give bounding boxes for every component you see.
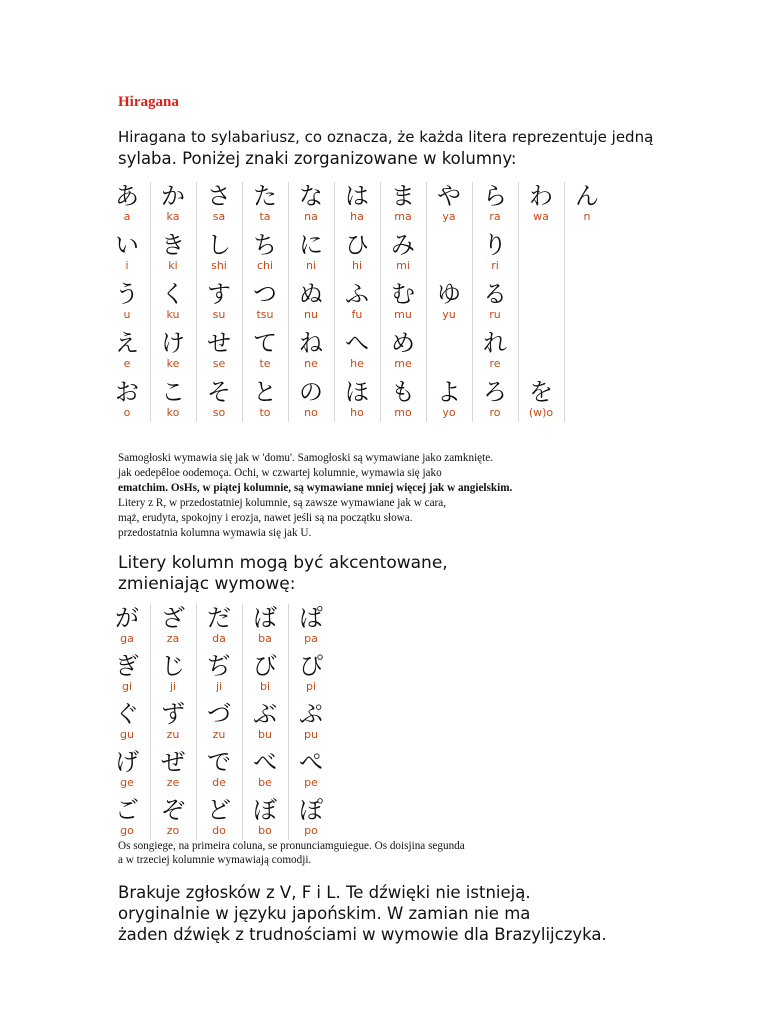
kana-character: が xyxy=(115,604,139,632)
kana-column xyxy=(288,604,334,840)
romaji-label: ra xyxy=(489,210,501,223)
romaji-label: (w)o xyxy=(528,406,554,419)
kana-cell xyxy=(242,182,288,224)
kana-character: そ xyxy=(207,378,231,406)
intro-line-2: sylaba. Poniżej znaki zorganizowane w kolumny: xyxy=(118,149,517,168)
romaji-label: ne xyxy=(304,357,318,370)
kana-character: べ xyxy=(253,748,277,776)
kana-character: き xyxy=(161,231,185,259)
kana-cell xyxy=(288,748,334,790)
kana-character: し xyxy=(207,231,231,259)
kana-cell xyxy=(104,329,150,371)
kana-character: ひ xyxy=(345,231,369,259)
romaji-label: mo xyxy=(394,406,412,419)
kana-cell xyxy=(472,182,518,224)
kana-column xyxy=(380,182,427,422)
hiragana-table xyxy=(104,182,610,422)
romaji-label: ma xyxy=(394,210,412,223)
romaji-label: ji xyxy=(215,680,223,693)
romaji-label: po xyxy=(304,824,318,837)
dakuten-notes xyxy=(118,839,465,867)
kana-character: ち xyxy=(253,231,277,259)
kana-column xyxy=(196,182,243,422)
kana-character: ほ xyxy=(345,378,369,406)
kana-cell xyxy=(426,280,472,322)
kana-cell xyxy=(150,652,196,694)
romaji-label: sa xyxy=(212,210,226,223)
romaji-label: o xyxy=(123,406,131,419)
intro-line-1: Hiragana to sylabariusz, co oznacza, że każda litera reprezentuje jedną xyxy=(118,128,654,146)
dakuten-notes-line-1: Os songiege, na primeira coluna, se pronunciamguiegue. Os doisjina segunda xyxy=(118,840,465,852)
kana-character: り xyxy=(483,231,507,259)
kana-cell xyxy=(288,652,334,694)
romaji-label: n xyxy=(583,210,591,223)
kana-cell xyxy=(196,280,242,322)
kana-character: で xyxy=(207,748,231,776)
kana-character: ぬ xyxy=(299,280,323,308)
romaji-label: so xyxy=(212,406,226,419)
kana-cell xyxy=(104,231,150,273)
kana-column xyxy=(518,182,565,422)
kana-cell xyxy=(288,604,334,646)
kana-cell xyxy=(518,182,564,224)
kana-character: へ xyxy=(345,329,369,357)
kana-cell xyxy=(334,329,380,371)
kana-cell xyxy=(104,652,150,694)
intro-paragraph xyxy=(118,127,718,171)
kana-cell xyxy=(380,378,426,420)
kana-character: ぎ xyxy=(115,652,139,680)
romaji-label: a xyxy=(123,210,131,223)
kana-column xyxy=(150,182,197,422)
kana-character: ま xyxy=(391,182,415,210)
kana-cell xyxy=(150,231,196,273)
romaji-label: te xyxy=(259,357,271,370)
romaji-label: mu xyxy=(394,308,412,321)
romaji-label: do xyxy=(212,824,226,837)
page-title: Hiragana xyxy=(118,94,179,110)
romaji-label: he xyxy=(350,357,364,370)
romaji-label: ko xyxy=(166,406,180,419)
kana-character: と xyxy=(253,378,277,406)
kana-character: よ xyxy=(437,378,461,406)
closing-line-3: żaden dźwięk z trudnościami w wymowie dla Brazylijczyka. xyxy=(118,925,607,944)
kana-column xyxy=(104,182,151,422)
romaji-label: se xyxy=(212,357,226,370)
kana-character: ぷ xyxy=(299,700,323,728)
kana-cell xyxy=(242,748,288,790)
romaji-label: ru xyxy=(489,308,501,321)
kana-cell xyxy=(472,378,518,420)
romaji-label: pu xyxy=(304,728,318,741)
kana-cell xyxy=(104,700,150,742)
kana-character: つ xyxy=(253,280,277,308)
kana-cell xyxy=(150,280,196,322)
kana-cell xyxy=(334,378,380,420)
kana-character: も xyxy=(391,378,415,406)
kana-character: む xyxy=(391,280,415,308)
romaji-label: to xyxy=(259,406,271,419)
kana-cell xyxy=(242,652,288,694)
accent-heading-line-2: zmieniając wymowę: xyxy=(118,574,296,594)
romaji-label: bu xyxy=(258,728,272,741)
kana-column xyxy=(242,182,289,422)
kana-cell xyxy=(288,280,334,322)
romaji-label: shi xyxy=(211,259,227,272)
kana-character: ず xyxy=(161,700,185,728)
romaji-label: chi xyxy=(256,259,274,272)
romaji-label: da xyxy=(212,632,226,645)
kana-column xyxy=(242,604,289,840)
kana-cell xyxy=(104,280,150,322)
kana-cell xyxy=(288,796,334,838)
kana-character: か xyxy=(161,182,185,210)
kana-cell xyxy=(426,378,472,420)
kana-cell xyxy=(150,700,196,742)
romaji-label: ho xyxy=(350,406,364,419)
kana-character: ゆ xyxy=(437,280,461,308)
note-line: mąż, erudyta, spokojny i erozja, nawet jeśli są na początku słowa. xyxy=(118,512,413,524)
kana-cell xyxy=(380,231,426,273)
romaji-label: hi xyxy=(351,259,363,272)
kana-character: じ xyxy=(161,652,185,680)
kana-character: さ xyxy=(207,182,231,210)
kana-character: ぺ xyxy=(299,748,323,776)
kana-character: え xyxy=(115,329,139,357)
kana-cell xyxy=(196,378,242,420)
kana-character: ぜ xyxy=(161,748,185,776)
kana-cell xyxy=(150,329,196,371)
kana-cell xyxy=(150,748,196,790)
kana-cell xyxy=(334,231,380,273)
kana-cell xyxy=(104,182,150,224)
kana-cell xyxy=(242,231,288,273)
kana-character: ん xyxy=(575,182,599,210)
romaji-label: pi xyxy=(305,680,317,693)
romaji-label: me xyxy=(394,357,412,370)
kana-character: す xyxy=(207,280,231,308)
kana-cell xyxy=(150,796,196,838)
romaji-label: bi xyxy=(259,680,271,693)
romaji-label: ro xyxy=(489,406,501,419)
kana-character: ろ xyxy=(483,378,507,406)
closing-line-2: oryginalnie w języku japońskim. W zamian nie ma xyxy=(118,904,531,923)
romaji-label: go xyxy=(120,824,134,837)
kana-character: た xyxy=(253,182,277,210)
kana-cell xyxy=(288,700,334,742)
note-line: ematchim. OsHs, w piątej kolumnie, są wymawiane mniej więcej jak w angielskim. xyxy=(118,482,513,494)
romaji-label: za xyxy=(166,632,180,645)
dakuten-table xyxy=(104,604,334,840)
romaji-label: yu xyxy=(442,308,456,321)
kana-character: ざ xyxy=(161,604,185,632)
kana-character: は xyxy=(345,182,369,210)
kana-cell xyxy=(564,182,610,224)
kana-character: や xyxy=(437,182,461,210)
romaji-label: tsu xyxy=(256,308,274,321)
kana-cell xyxy=(196,796,242,838)
kana-character: る xyxy=(483,280,507,308)
romaji-label: be xyxy=(258,776,272,789)
kana-cell xyxy=(196,604,242,646)
kana-column xyxy=(104,604,151,840)
dakuten-notes-line-2: a w trzeciej kolumnie wymawiają comodji. xyxy=(118,854,312,866)
romaji-label: ke xyxy=(166,357,180,370)
romaji-label: ha xyxy=(350,210,364,223)
kana-cell xyxy=(380,329,426,371)
kana-character: ら xyxy=(483,182,507,210)
romaji-label: ka xyxy=(166,210,180,223)
kana-cell xyxy=(426,182,472,224)
kana-character: ね xyxy=(299,329,323,357)
kana-character: の xyxy=(299,378,323,406)
romaji-label: zu xyxy=(212,728,226,741)
kana-character: ぐ xyxy=(115,700,139,728)
romaji-label: su xyxy=(212,308,226,321)
kana-character: て xyxy=(253,329,277,357)
kana-cell xyxy=(380,182,426,224)
kana-column xyxy=(288,182,335,422)
kana-character: な xyxy=(299,182,323,210)
kana-cell xyxy=(104,748,150,790)
kana-character: だ xyxy=(207,604,231,632)
romaji-label: ya xyxy=(442,210,456,223)
kana-cell xyxy=(104,604,150,646)
kana-character: ば xyxy=(253,604,277,632)
kana-cell xyxy=(334,182,380,224)
romaji-label: i xyxy=(125,259,129,272)
kana-character: ど xyxy=(207,796,231,824)
kana-character: い xyxy=(115,231,139,259)
kana-cell xyxy=(196,231,242,273)
kana-cell xyxy=(196,329,242,371)
romaji-label: u xyxy=(123,308,131,321)
kana-character: づ xyxy=(207,700,231,728)
kana-character: せ xyxy=(207,329,231,357)
romaji-label: ge xyxy=(120,776,134,789)
kana-character: け xyxy=(161,329,185,357)
kana-cell xyxy=(288,329,334,371)
kana-character: み xyxy=(391,231,415,259)
romaji-label: de xyxy=(212,776,226,789)
kana-cell xyxy=(242,378,288,420)
kana-cell xyxy=(196,748,242,790)
closing-paragraph xyxy=(118,882,607,945)
kana-cell xyxy=(104,378,150,420)
kana-character: ぶ xyxy=(253,700,277,728)
kana-column xyxy=(426,182,473,422)
romaji-label: ki xyxy=(168,259,178,272)
kana-cell xyxy=(196,182,242,224)
kana-cell xyxy=(196,652,242,694)
note-line: jak oedepêloe oodemoça. Ochi, w czwartej kolumnie, wymawia się jako xyxy=(118,467,442,479)
romaji-label: gu xyxy=(120,728,134,741)
kana-cell xyxy=(150,378,196,420)
accent-heading xyxy=(118,553,448,595)
kana-character: ぱ xyxy=(299,604,323,632)
romaji-label: ni xyxy=(305,259,317,272)
romaji-label: wa xyxy=(533,210,549,223)
kana-column xyxy=(472,182,519,422)
kana-column xyxy=(150,604,197,840)
romaji-label: ga xyxy=(120,632,134,645)
romaji-label: ta xyxy=(259,210,271,223)
kana-character: ぢ xyxy=(207,652,231,680)
romaji-label: re xyxy=(489,357,501,370)
romaji-label: ji xyxy=(169,680,177,693)
kana-cell xyxy=(288,182,334,224)
kana-cell xyxy=(242,700,288,742)
romaji-label: mi xyxy=(396,259,410,272)
kana-character: ぽ xyxy=(299,796,323,824)
kana-character: こ xyxy=(161,378,185,406)
kana-cell xyxy=(334,280,380,322)
romaji-label: ku xyxy=(166,308,180,321)
kana-cell xyxy=(288,378,334,420)
closing-line-1: Brakuje zgłosków z V, F i L. Te dźwięki nie istnieją. xyxy=(118,883,531,902)
kana-character: く xyxy=(161,280,185,308)
kana-cell xyxy=(472,280,518,322)
kana-character: げ xyxy=(115,748,139,776)
kana-cell xyxy=(472,231,518,273)
kana-column xyxy=(564,182,610,422)
kana-character: ぼ xyxy=(253,796,277,824)
romaji-label: bo xyxy=(258,824,272,837)
kana-column xyxy=(334,182,381,422)
kana-cell xyxy=(150,604,196,646)
kana-cell xyxy=(242,604,288,646)
kana-character: び xyxy=(253,652,277,680)
kana-character: を xyxy=(529,378,553,406)
kana-character: ぴ xyxy=(299,652,323,680)
romaji-label: fu xyxy=(351,308,363,321)
kana-character: れ xyxy=(483,329,507,357)
kana-cell xyxy=(104,796,150,838)
kana-cell xyxy=(518,378,564,420)
note-line: przedostatnia kolumna wymawia się jak U. xyxy=(118,527,312,539)
romaji-label: yo xyxy=(442,406,456,419)
kana-character: わ xyxy=(529,182,553,210)
kana-character: お xyxy=(115,378,139,406)
kana-column xyxy=(196,604,243,840)
kana-cell xyxy=(242,280,288,322)
romaji-label: e xyxy=(123,357,131,370)
romaji-label: no xyxy=(304,406,318,419)
kana-character: に xyxy=(299,231,323,259)
kana-cell xyxy=(380,280,426,322)
romaji-label: ze xyxy=(166,776,180,789)
kana-cell xyxy=(196,700,242,742)
note-line: Samogłoski wymawia się jak w 'domu'. Samogłoski są wymawiane jako zamknięte. xyxy=(118,452,494,464)
kana-cell xyxy=(288,231,334,273)
romaji-label: nu xyxy=(304,308,318,321)
romaji-label: gi xyxy=(121,680,133,693)
kana-character: ぞ xyxy=(161,796,185,824)
pronunciation-notes xyxy=(118,451,578,541)
kana-character: ご xyxy=(115,796,139,824)
kana-character: あ xyxy=(115,182,139,210)
romaji-label: na xyxy=(304,210,318,223)
kana-cell xyxy=(242,796,288,838)
kana-cell xyxy=(242,329,288,371)
romaji-label: zo xyxy=(166,824,180,837)
romaji-label: ri xyxy=(491,259,499,272)
romaji-label: pa xyxy=(304,632,318,645)
accent-heading-line-1: Litery kolumn mogą być akcentowane, xyxy=(118,553,448,573)
kana-cell xyxy=(150,182,196,224)
kana-character: め xyxy=(391,329,415,357)
romaji-label: zu xyxy=(166,728,180,741)
kana-character: ふ xyxy=(345,280,369,308)
kana-character: う xyxy=(115,280,139,308)
note-line: Litery z R, w przedostatniej kolumnie, są zawsze wymawiane jak w cara, xyxy=(118,497,447,509)
romaji-label: pe xyxy=(304,776,318,789)
kana-cell xyxy=(472,329,518,371)
romaji-label: ba xyxy=(258,632,272,645)
